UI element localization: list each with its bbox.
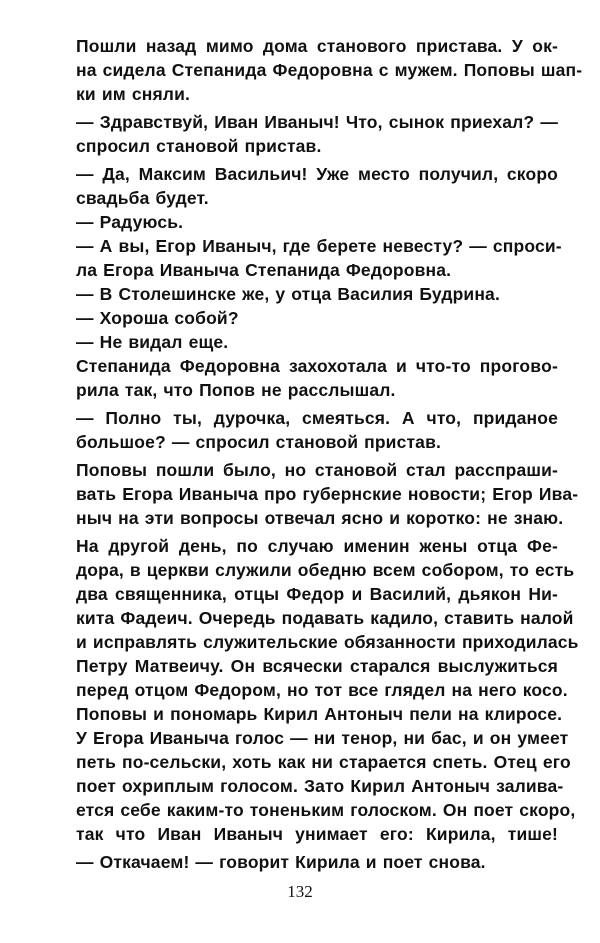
text-line: Пошли назад мимо дома станового пристава. У ок- — [76, 36, 558, 56]
text-line: рила так, что Попов не расслышал. — [76, 380, 396, 400]
book-page-text — [76, 34, 583, 874]
text-line: свадьба будет. — [76, 188, 209, 208]
text-line: — В Столешинске же, у отца Василия Будрина. — [76, 284, 500, 304]
text-line: спросил становой пристав. — [76, 136, 322, 156]
text-line: ныч на эти вопросы отвечал ясно и коротко: не знаю. — [76, 508, 564, 528]
text-line: — Полно ты, дурочка, смеяться. А что, приданое — [76, 408, 558, 428]
text-line: дора, в церкви служили обедню всем собором, то есть — [76, 560, 575, 580]
text-line: — Хороша собой? — [76, 308, 239, 328]
text-line: На другой день, по случаю именин жены отца Фе- — [76, 536, 558, 556]
text-line: кита Фадеич. Очередь подавать кадило, ставить налой — [76, 608, 574, 628]
text-line: — Радуюсь. — [76, 212, 184, 232]
text-line: — Откачаем! — говорит Кирила и поет снова. — [76, 852, 486, 872]
text-line: Поповы пошли было, но становой стал расспраши- — [76, 460, 558, 480]
text-line: Петру Матвеичу. Он всячески старался выслужиться — [76, 656, 558, 676]
text-line: петь по-сельски, хоть как ни старается спеть. Отец его — [76, 752, 571, 772]
text-line: — Да, Максим Васильич! Уже место получил, скоро — [76, 164, 558, 184]
text-line: и исправлять служительские обязанности приходилась — [76, 632, 579, 652]
text-line: ки им сняли. — [76, 84, 190, 104]
text-line: так что Иван Иваныч унимает его: Кирила, тише! — [76, 824, 558, 844]
text-line: большое? — спросил становой пристав. — [76, 432, 441, 452]
text-line: У Егора Иваныча голос — ни тенор, ни бас, и он умеет — [76, 728, 569, 748]
text-line: поет охриплым голосом. Зато Кирил Антоныч залива- — [76, 776, 564, 796]
text-line: ла Егора Иваныча Степанида Федоровна. — [76, 260, 452, 280]
text-line: перед отцом Федором, но тот все глядел на него косо. — [76, 680, 568, 700]
text-line: ется себе каким-то тоненьким голоском. Он поет скоро, — [76, 800, 576, 820]
text-line: — А вы, Егор Иваныч, где берете невесту? — спроси- — [76, 236, 562, 256]
text-line: вать Егора Иваныча про губернские новости; Егор Ива- — [76, 484, 579, 504]
text-line: два священника, отцы Федор и Василий, дьякон Ни- — [76, 584, 558, 604]
text-line: на сидела Степанида Федоровна с мужем. Поповы шап- — [76, 60, 583, 80]
text-line: Степанида Федоровна захохотала и что-то проговo- — [76, 356, 558, 376]
text-line: — Здравствуй, Иван Иваныч! Что, сынок приехал? — — [76, 112, 558, 132]
page-number: 132 — [287, 882, 313, 901]
text-line: Поповы и пономарь Кирил Антоныч пели на клиросе. — [76, 704, 563, 724]
text-line: — Не видал еще. — [76, 332, 229, 352]
